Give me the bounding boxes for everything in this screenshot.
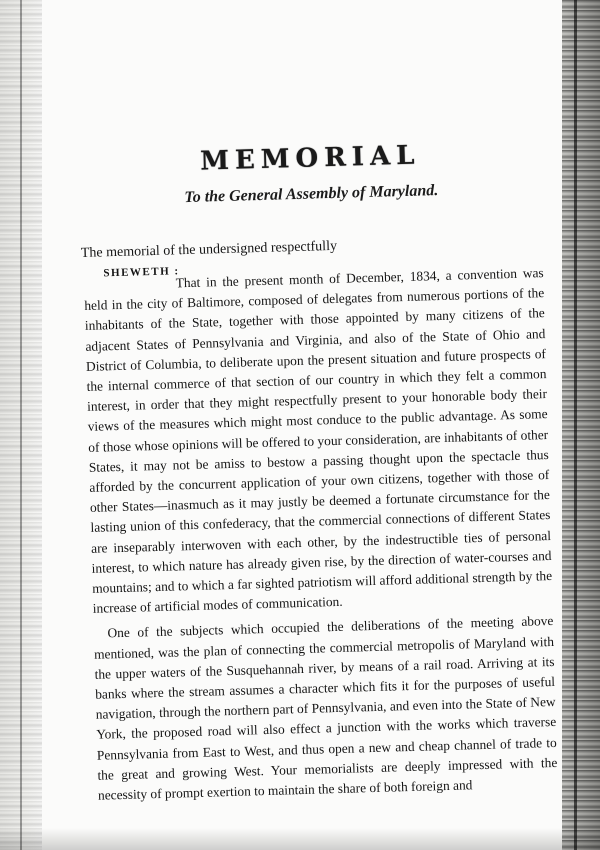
document-title: MEMORIAL bbox=[199, 140, 421, 177]
document-subtitle: To the General Assembly of Maryland. bbox=[184, 182, 439, 207]
page-shadow-bottom bbox=[0, 828, 600, 850]
binding-edge-left bbox=[0, 0, 42, 850]
sheweth-heading: SHEWETH : bbox=[103, 265, 180, 280]
intro-line: The memorial of the undersigned respectfully bbox=[80, 238, 338, 262]
document-body bbox=[80, 137, 558, 806]
paragraph-1: That in the present month of December, 1834, a convention was held in the city of Baltimore, composed of delegates from numerous portions of the inhabitants of the State, together with those appointed by many citizens of the adjacent States of Pennsylvania and Virginia, and also of the State of Ohio and District of Columbia, to deliberate upon the present situation and future prospects of the internal commerce of that section of our country in which they felt a common interest, in order that they might respectfully present to your honorable body their views of the measures which might most conduce to the public advantage. As some of those whose opinions will be offered to your consideration, are inhabitants of other States, it may not be amiss to bestow a passing thought upon the spectacle thus afforded by the concurrent application of your own citizens, together with those of other States—inasmuch as it may justly be deemed a fortunate circumstance for the lasting union of this confederacy, that the commercial connections of different States are inseparably interwoven with each other, by the indestructible ties of personal interest, to which nature has already given rise, by the direction of water-courses and mountains; and to which a far sighted patriotism will afford additional strength by the increase of artificial modes of communication. bbox=[84, 265, 553, 617]
paragraph-2: One of the subjects which occupied the deliberations of the meeting above mentioned, was the plan of connecting the commercial metropolis of Maryland with the upper waters of the Susquehannah river, by means of a rail road. Arriving at its banks where the stream assumes a character which fits it for the purposes of useful navigation, through the northern part of Pennsylvania, and even into the State of New York, the proposed road will also effect a junction with the works which traverse Pennsylvania from East to West, and thus open a new and cheap channel of trade to the great and growing West. Your memorialists are deeply impressed with the necessity of prompt exertion to maintain the share of both foreign and bbox=[93, 613, 558, 803]
binding-edge-right bbox=[562, 0, 600, 850]
